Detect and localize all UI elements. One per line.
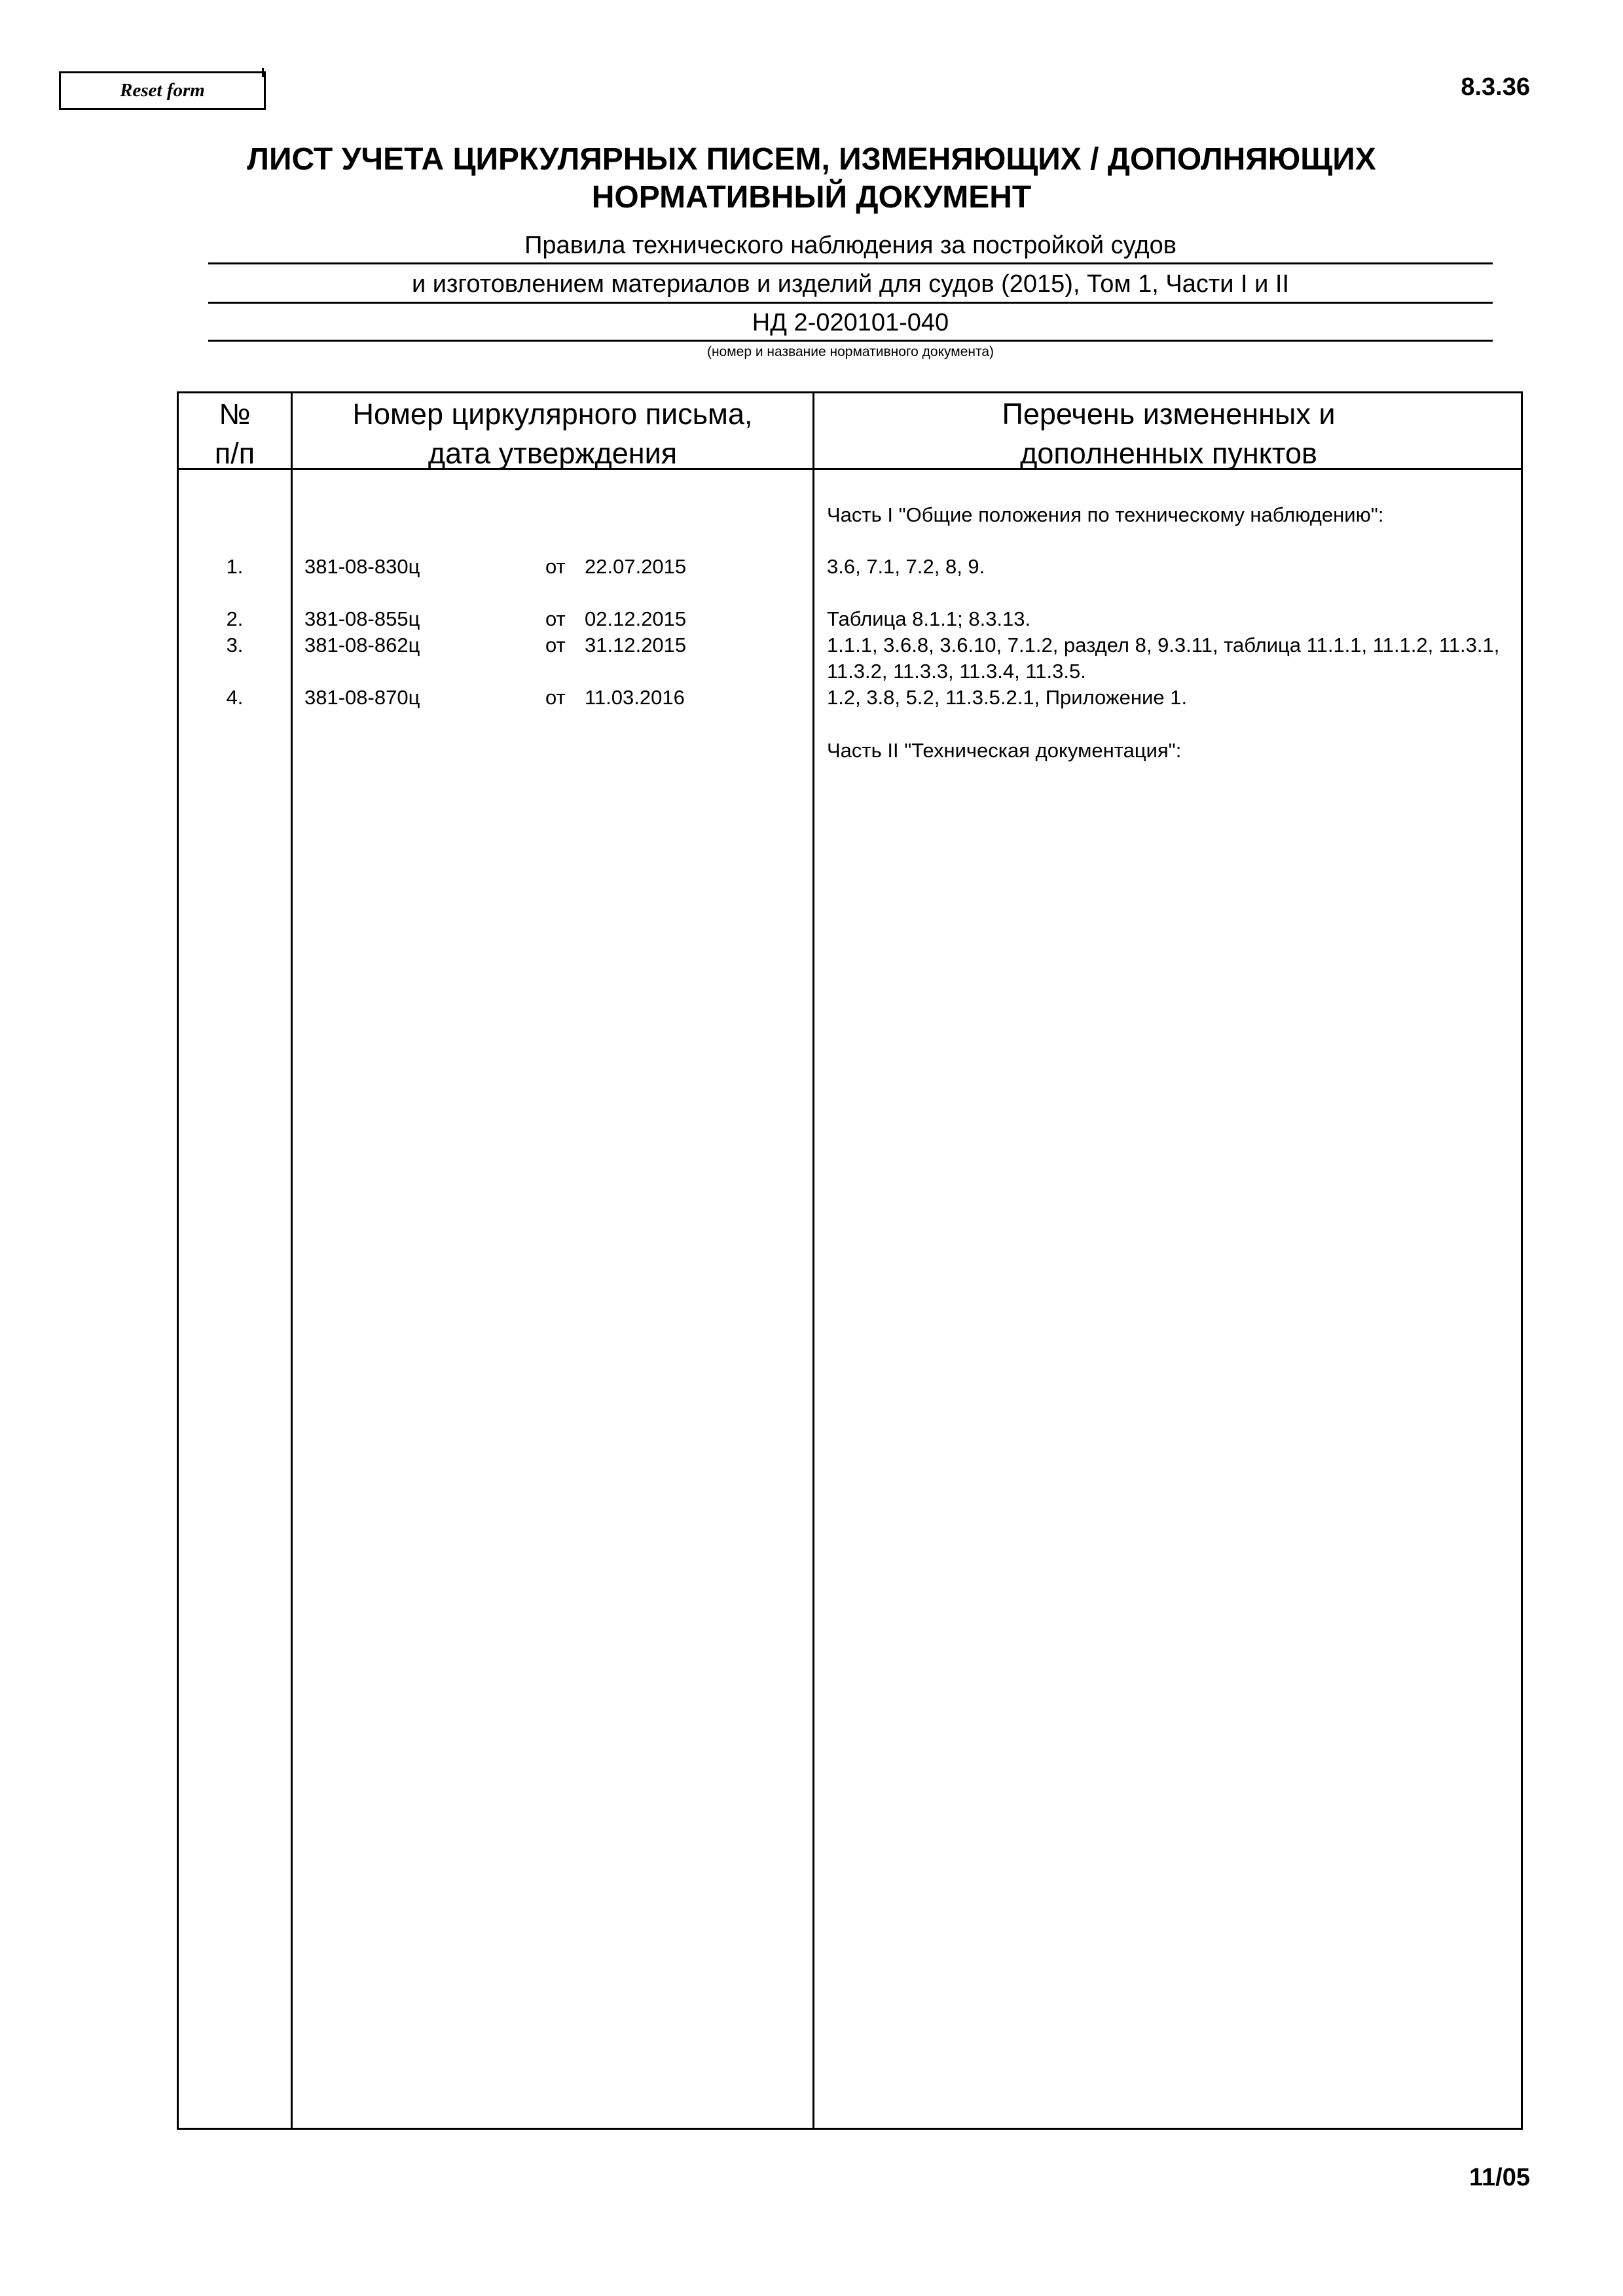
page-title-line1: ЛИСТ УЧЕТА ЦИРКУЛЯРНЫХ ПИСЕМ, ИЗМЕНЯЮЩИХ / ДОПОЛНЯЮЩИХ [247,142,1376,177]
circular-letters-table [177,391,1523,2130]
divider [208,302,1493,304]
column-divider [291,393,293,2128]
divider-tick [262,68,264,77]
row-date: 02.12.2015 [585,607,687,630]
row-letter-number: 381-08-855ц [304,607,420,630]
column-header-letter [293,395,812,473]
divider [208,340,1493,342]
row-from-label: от [545,634,566,656]
part1-heading: Часть I "Общие положения по техническому наблюдению": [827,503,1384,526]
normative-doc-name-line2: и изготовлением материалов и изделий для судов (2015), Том 1, Части I и II [411,270,1290,298]
column-header-num-line2: п/п [214,437,255,470]
column-header-items-line2: дополненных пунктов [1020,437,1317,470]
row-date: 22.07.2015 [585,555,687,578]
row-items: 1.2, 3.8, 5.2, 11.3.5.2.1, Приложение 1. [827,686,1188,709]
column-header-num [179,395,291,473]
row-num: 2. [226,607,244,630]
page-number: 11/05 [1469,2164,1530,2191]
row-letter-number: 381-08-862ц [304,634,420,656]
column-header-letter-line1: Номер циркулярного письма, [352,397,753,431]
row-items: 3.6, 7.1, 7.2, 8, 9. [827,555,985,578]
normative-doc-caption: (номер и название нормативного документа) [706,344,994,359]
row-letter-number: 381-08-870ц [304,686,420,709]
normative-doc-code: НД 2-020101-040 [752,309,949,336]
part2-heading: Часть II "Техническая документация": [827,739,1182,762]
row-from-label: от [545,607,566,630]
column-header-num-line1: № [219,397,251,431]
document-code: 8.3.36 [1461,73,1530,101]
divider [208,262,1493,264]
column-header-items-line1: Перечень измененных и [1002,397,1336,431]
column-divider [812,393,814,2128]
row-num: 3. [226,634,244,656]
normative-doc-name-line1: Правила технического наблюдения за постройкой судов [524,232,1176,259]
row-items: Таблица 8.1.1; 8.3.13. [827,607,1031,630]
page-title-line2: НОРМАТИВНЫЙ ДОКУМЕНТ [591,180,1032,215]
column-header-letter-line2: дата утверждения [428,437,678,470]
row-letter-number: 381-08-830ц [304,555,420,578]
row-num: 4. [226,686,244,709]
row-from-label: от [545,555,566,578]
row-num: 1. [226,555,244,578]
column-header-items [814,395,1523,473]
row-from-label: от [545,686,566,709]
reset-form-button[interactable]: Reset form [59,71,266,110]
row-items: 1.1.1, 3.6.8, 3.6.10, 7.1.2, раздел 8, 9.3.11, таблица 11.1.1, 11.1.2, 11.3.1, 11.3.2, 11.3.3, 11.3.4, 11.3.5. [827,634,1500,683]
row-date: 11.03.2016 [585,686,685,709]
row-date: 31.12.2015 [585,634,687,656]
